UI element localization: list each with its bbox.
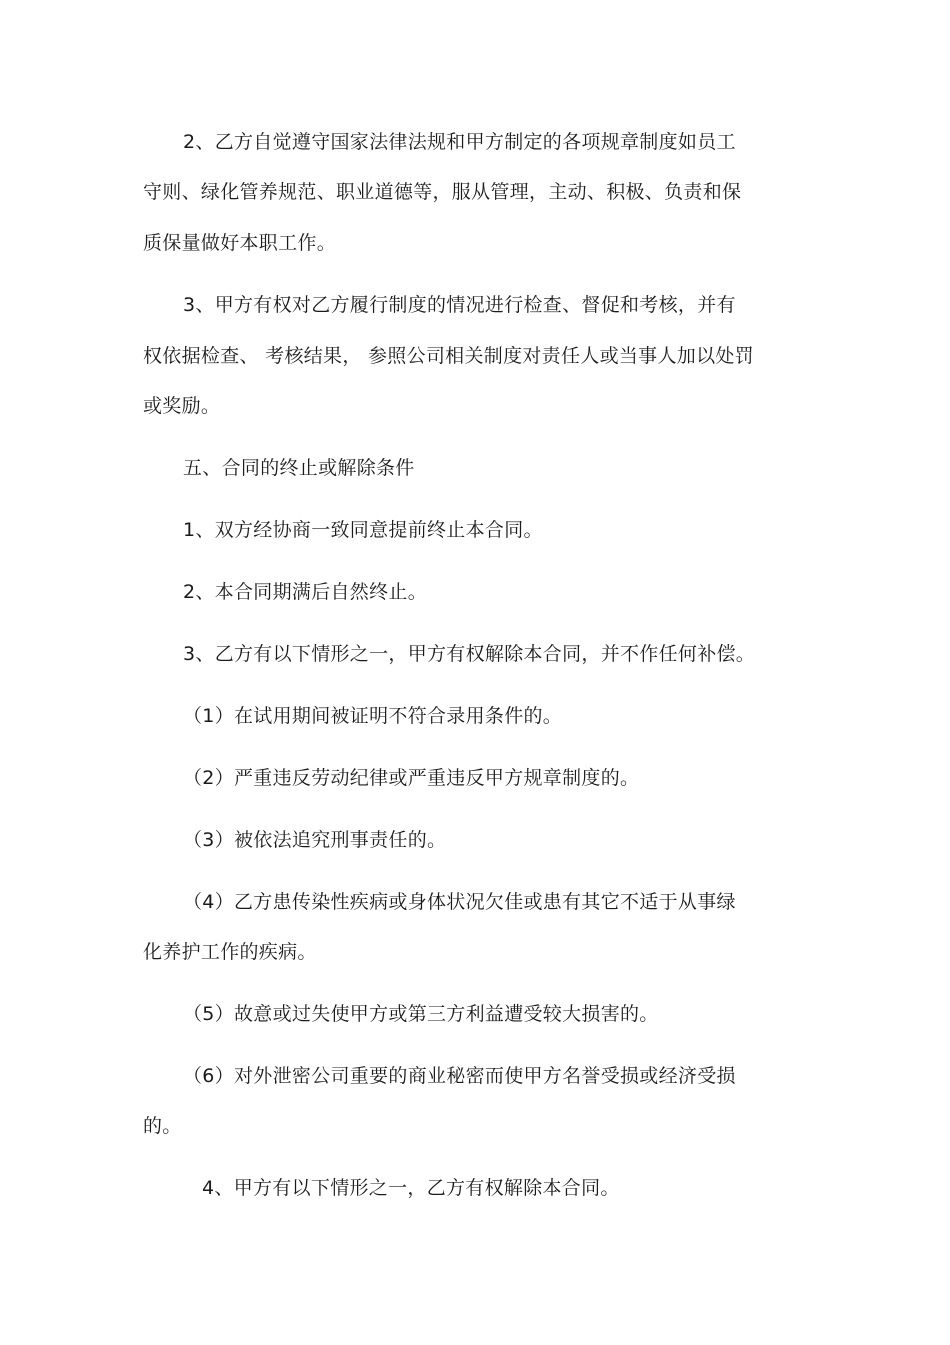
sub-item-6-line-2: 的。 bbox=[143, 1115, 182, 1137]
item-2: 2、本合同期满后自然终止。 bbox=[183, 581, 427, 603]
item-1: 1、双方经协商一致同意提前终止本合同。 bbox=[183, 519, 543, 541]
item-4: 4、甲方有以下情形之一，乙方有权解除本合同。 bbox=[202, 1177, 620, 1199]
clause-3-line-3: 或奖励。 bbox=[143, 395, 221, 417]
item-3: 3、乙方有以下情形之一，甲方有权解除本合同，并不作任何补偿。 bbox=[183, 643, 756, 665]
section-5-heading: 五、合同的终止或解除条件 bbox=[183, 457, 415, 479]
sub-item-3: （3）被依法追究刑事责任的。 bbox=[183, 829, 447, 851]
clause-2-line-1: 2、乙方自觉遵守国家法律法规和甲方制定的各项规章制度如员工 bbox=[183, 131, 736, 153]
sub-item-1: （1）在试用期间被证明不符合录用条件的。 bbox=[183, 705, 563, 727]
clause-3-line-1: 3、甲方有权对乙方履行制度的情况进行检查、督促和考核，并有 bbox=[183, 294, 736, 316]
sub-item-4-line-1: （4）乙方患传染性疾病或身体状况欠佳或患有其它不适于从事绿 bbox=[183, 891, 736, 913]
sub-item-5: （5）故意或过失使甲方或第三方利益遭受较大损害的。 bbox=[183, 1003, 659, 1025]
clause-2-line-3: 质保量做好本职工作。 bbox=[143, 232, 337, 254]
sub-item-2: （2）严重违反劳动纪律或严重违反甲方规章制度的。 bbox=[183, 767, 640, 789]
clause-2-line-2: 守则、绿化管养规范、职业道德等，服从管理，主动、积极、负责和保 bbox=[143, 181, 742, 203]
sub-item-4-line-2: 化养护工作的疾病。 bbox=[143, 941, 317, 963]
clause-3-line-2: 权依据检查、 考核结果， 参照公司相关制度对责任人或当事人加以处罚 bbox=[143, 345, 754, 367]
sub-item-6-line-1: （6）对外泄密公司重要的商业秘密而使甲方名誉受损或经济受损 bbox=[183, 1065, 736, 1087]
